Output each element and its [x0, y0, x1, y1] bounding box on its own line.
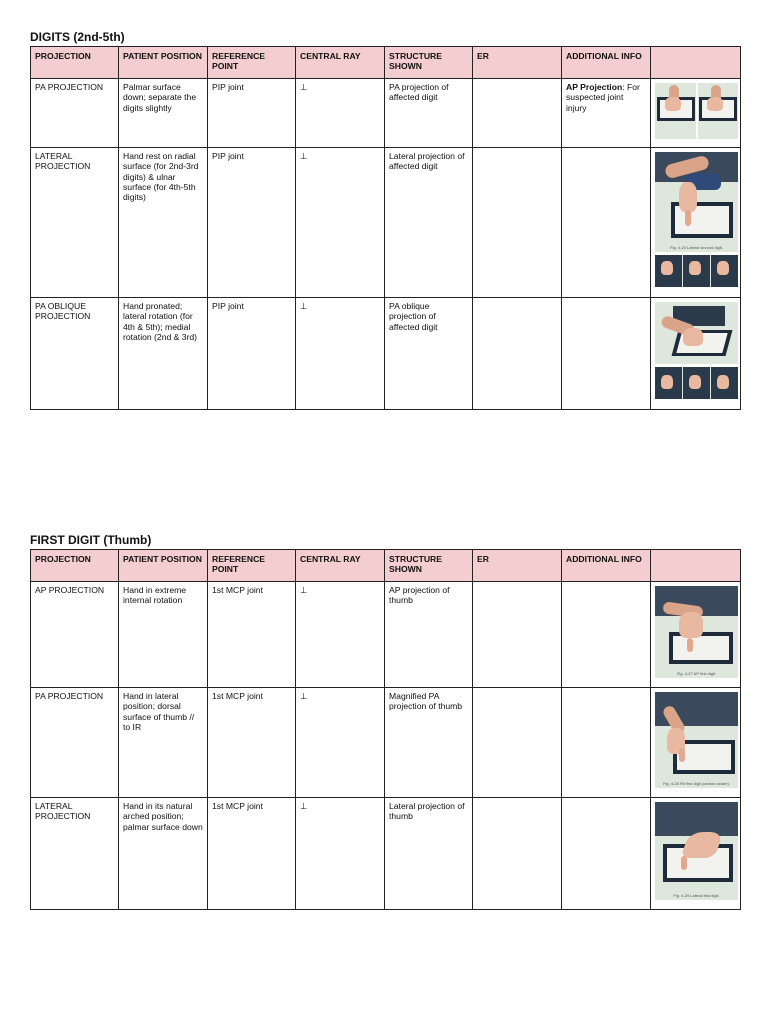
info-bold-label: AP Projection	[566, 82, 623, 92]
cell-image	[651, 148, 741, 298]
cell-central-ray: ⊥	[296, 298, 385, 410]
thumb-section	[30, 533, 740, 910]
pa-digit-photo	[655, 83, 738, 139]
cell-additional-info	[562, 148, 651, 298]
cell-position: Palmar surface down; separate the digits slightly	[119, 79, 208, 148]
cell-image	[651, 582, 741, 688]
cell-projection: PA PROJECTION	[31, 688, 119, 798]
table-row	[31, 582, 741, 688]
cell-er	[473, 79, 562, 148]
cell-structure: PA oblique projection of affected digit	[385, 298, 473, 410]
cell-reference: PIP joint	[208, 79, 296, 148]
col-header-patient-position: PATIENT POSITION	[119, 47, 208, 79]
pa-thumb-photo	[655, 692, 738, 788]
col-header-reference-point: REFERENCE POINT	[208, 550, 296, 582]
cell-projection: AP PROJECTION	[31, 582, 119, 688]
cell-projection: LATERAL PROJECTION	[31, 148, 119, 298]
table-header-row	[31, 550, 741, 582]
cell-image	[651, 798, 741, 910]
cell-central-ray: ⊥	[296, 582, 385, 688]
col-header-image	[651, 550, 741, 582]
cell-image	[651, 688, 741, 798]
cell-position: Hand in extreme internal rotation	[119, 582, 208, 688]
oblique-digit-photo	[655, 302, 738, 364]
cell-additional-info	[562, 79, 651, 148]
table-row	[31, 79, 741, 148]
digits-section	[30, 30, 740, 410]
col-header-image	[651, 47, 741, 79]
cell-position: Hand rest on radial surface (for 2nd-3rd digits) & ulnar surface (for 4th-5th digits)	[119, 148, 208, 298]
cell-reference: 1st MCP joint	[208, 582, 296, 688]
cell-er	[473, 582, 562, 688]
cell-er	[473, 688, 562, 798]
cell-er	[473, 798, 562, 910]
cell-additional-info	[562, 798, 651, 910]
col-header-structure-shown: STRUCTURE SHOWN	[385, 47, 473, 79]
cell-image	[651, 79, 741, 148]
cell-structure: Magnified PA projection of thumb	[385, 688, 473, 798]
col-header-patient-position: PATIENT POSITION	[119, 550, 208, 582]
cell-image	[651, 298, 741, 410]
cell-reference: 1st MCP joint	[208, 798, 296, 910]
cell-er	[473, 298, 562, 410]
col-header-er: ER	[473, 47, 562, 79]
col-header-reference-point: REFERENCE POINT	[208, 47, 296, 79]
ap-thumb-photo	[655, 586, 738, 678]
cell-structure: Lateral projection of thumb	[385, 798, 473, 910]
thumb-table	[30, 549, 741, 910]
cell-position: Hand in lateral position; dorsal surface of thumb // to IR	[119, 688, 208, 798]
col-header-additional-info: ADDITIONAL INFO	[562, 550, 651, 582]
col-header-central-ray: CENTRAL RAY	[296, 47, 385, 79]
photo-caption: Fig. 4-20 Lateral second digit.	[670, 245, 723, 250]
photo-caption: Fig. 4-28 PA first digit (carbon sealer).	[663, 781, 730, 786]
cell-central-ray: ⊥	[296, 148, 385, 298]
cell-additional-info	[562, 688, 651, 798]
col-header-structure-shown: STRUCTURE SHOWN	[385, 550, 473, 582]
cell-projection: PA PROJECTION	[31, 79, 119, 148]
cell-central-ray: ⊥	[296, 79, 385, 148]
col-header-central-ray: CENTRAL RAY	[296, 550, 385, 582]
col-header-er: ER	[473, 550, 562, 582]
cell-reference: 1st MCP joint	[208, 688, 296, 798]
cell-position: Hand in its natural arched position; palmar surface down	[119, 798, 208, 910]
cell-additional-info	[562, 298, 651, 410]
col-header-projection: PROJECTION	[31, 47, 119, 79]
photo-caption: Fig. 4-27 AP first digit.	[676, 671, 717, 676]
cell-position: Hand pronated; lateral rotation (for 4th & 5th); medial rotation (2nd & 3rd)	[119, 298, 208, 410]
section-title-digits: DIGITS (2nd-5th)	[30, 30, 125, 44]
cell-central-ray: ⊥	[296, 688, 385, 798]
cell-reference: PIP joint	[208, 148, 296, 298]
table-row	[31, 798, 741, 910]
photo-caption: Fig. 4-29 Lateral first digit.	[673, 893, 720, 898]
cell-structure: AP projection of thumb	[385, 582, 473, 688]
table-header-row	[31, 47, 741, 79]
cell-projection: PA OBLIQUE PROJECTION	[31, 298, 119, 410]
col-header-projection: PROJECTION	[31, 550, 119, 582]
info-text: : For suspected joint injury	[566, 82, 640, 113]
table-row	[31, 148, 741, 298]
cell-central-ray: ⊥	[296, 798, 385, 910]
cell-er	[473, 148, 562, 298]
table-row	[31, 298, 741, 410]
lateral-thumb-photo	[655, 802, 738, 900]
table-row	[31, 688, 741, 798]
digits-table	[30, 46, 741, 410]
oblique-digit-thumbnails	[655, 367, 738, 399]
lateral-digit-photo	[655, 152, 738, 252]
cell-structure: Lateral projection of affected digit	[385, 148, 473, 298]
cell-projection: LATERAL PROJECTION	[31, 798, 119, 910]
cell-additional-info	[562, 582, 651, 688]
col-header-additional-info: ADDITIONAL INFO	[562, 47, 651, 79]
cell-structure: PA projection of affected digit	[385, 79, 473, 148]
section-title-thumb: FIRST DIGIT (Thumb)	[30, 533, 152, 547]
lateral-digit-thumbnails	[655, 255, 738, 287]
cell-reference: PIP joint	[208, 298, 296, 410]
